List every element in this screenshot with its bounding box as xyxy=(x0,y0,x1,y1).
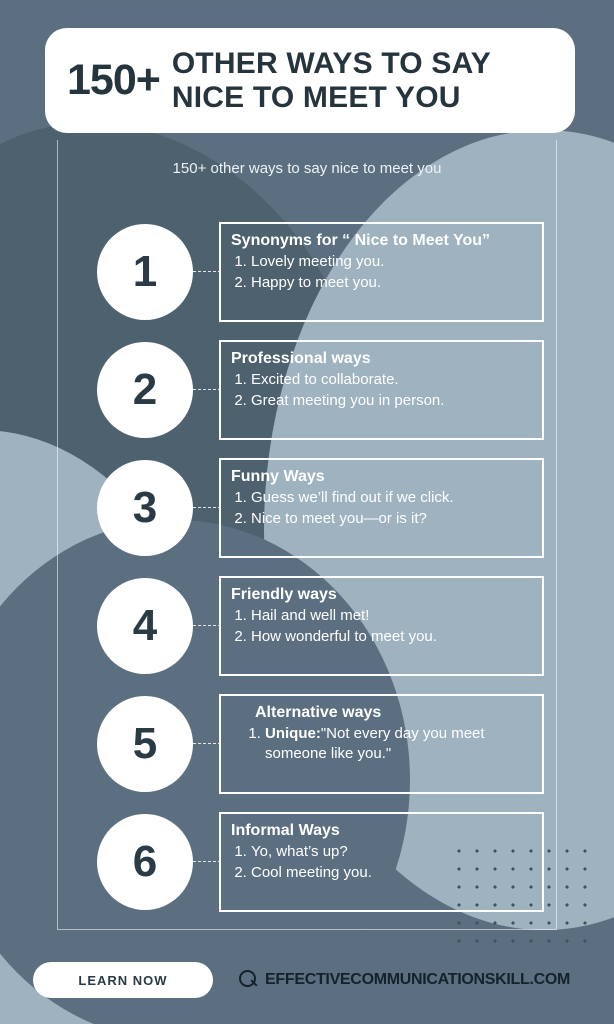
header-count: 150+ xyxy=(67,56,160,104)
item-point: 1. Guess we’ll find out if we click. xyxy=(251,488,532,507)
item-title: Friendly ways xyxy=(231,586,337,603)
item-point: 2. How wonderful to meet you. xyxy=(251,627,532,646)
connector-line xyxy=(193,271,221,272)
list-item xyxy=(0,458,614,576)
item-points xyxy=(231,252,532,291)
connector-line xyxy=(193,389,221,390)
title-line-1: OTHER WAYS TO SAY xyxy=(171,46,491,80)
title-line-2: NICE TO MEET YOU xyxy=(171,80,461,114)
header-card xyxy=(45,28,575,133)
item-point: 1. Hail and well met! xyxy=(251,606,532,625)
item-card xyxy=(219,222,544,322)
item-point: 1. Yo, what’s up? xyxy=(251,842,532,861)
list-item xyxy=(0,340,614,458)
search-icon xyxy=(239,970,259,990)
connector-line xyxy=(193,507,221,508)
item-title: Alternative ways xyxy=(255,704,382,721)
page-title xyxy=(172,47,491,114)
item-point: 2. Happy to meet you. xyxy=(251,273,532,292)
item-number-badge: 4 xyxy=(97,578,193,674)
connector-line xyxy=(193,861,221,862)
footer xyxy=(0,962,614,998)
connector-line xyxy=(193,743,221,744)
item-points xyxy=(243,724,532,762)
item-title: Funny Ways xyxy=(231,468,325,485)
item-point: 2. Nice to meet you—or is it? xyxy=(251,509,532,528)
item-point xyxy=(265,724,532,762)
item-points xyxy=(231,488,532,527)
items-list xyxy=(0,222,614,930)
list-item xyxy=(0,812,614,930)
subtitle: 150+ other ways to say nice to meet you xyxy=(172,160,442,177)
item-card xyxy=(219,340,544,440)
learn-now-button[interactable]: LEARN NOW xyxy=(33,962,213,998)
item-number-badge: 6 xyxy=(97,814,193,910)
item-number-badge: 2 xyxy=(97,342,193,438)
item-title: Informal Ways xyxy=(231,822,340,839)
item-number-badge: 3 xyxy=(97,460,193,556)
item-point: 1. Excited to collaborate. xyxy=(251,370,532,389)
item-card xyxy=(219,458,544,558)
item-point: 2. Great meeting you in person. xyxy=(251,391,532,410)
list-item xyxy=(0,576,614,694)
item-points xyxy=(231,606,532,645)
item-point: 2. Cool meeting you. xyxy=(251,863,532,882)
item-card xyxy=(219,576,544,676)
item-points xyxy=(231,842,532,881)
item-card xyxy=(219,694,544,794)
item-point-text: "Not every day you meet someone like you." xyxy=(265,725,485,762)
item-title: Professional ways xyxy=(231,350,371,367)
list-item xyxy=(0,694,614,812)
item-point-lead: Unique: xyxy=(265,725,321,743)
list-item xyxy=(0,222,614,340)
website-label: EFFECTIVECOMMUNICATIONSKILL.COM xyxy=(265,971,571,988)
item-point: 1. Lovely meeting you. xyxy=(251,252,532,271)
item-number-badge: 1 xyxy=(97,224,193,320)
connector-line xyxy=(193,625,221,626)
website-link[interactable] xyxy=(239,970,570,990)
item-number-badge: 5 xyxy=(97,696,193,792)
item-card xyxy=(219,812,544,912)
item-title: Synonyms for “ Nice to Meet You” xyxy=(231,232,491,249)
item-points xyxy=(231,370,532,409)
